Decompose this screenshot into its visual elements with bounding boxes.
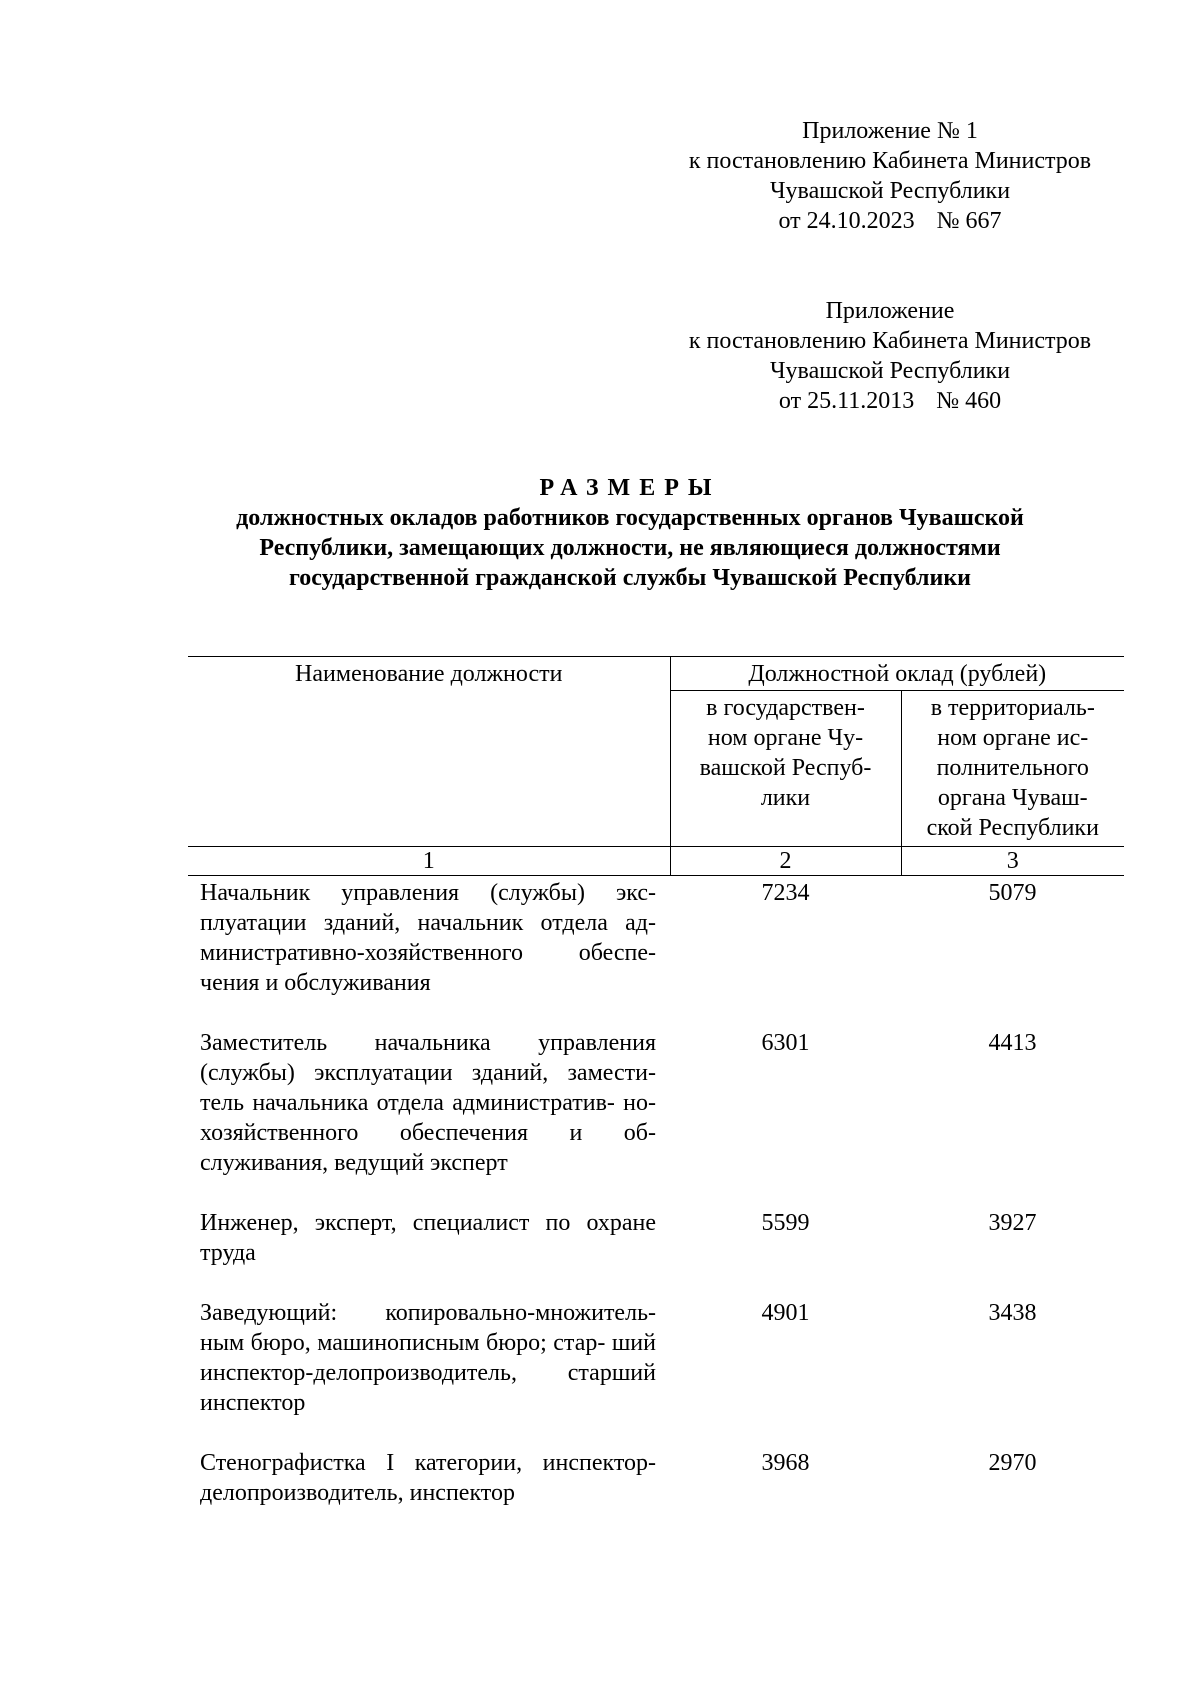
header-territorial-body bbox=[901, 691, 1124, 847]
appendix-current-number: № 667 bbox=[936, 208, 1002, 234]
appendix-current-label: Приложение № 1 bbox=[802, 118, 978, 144]
header-line: полнительного bbox=[936, 755, 1089, 781]
appendix-current-republic: Чувашской Республики bbox=[769, 178, 1011, 204]
header-state-body bbox=[670, 691, 901, 847]
header-line: ном органе ис- bbox=[937, 725, 1089, 751]
subtitle-line: должностных окладов работников государственных органов Чувашской bbox=[236, 505, 1024, 531]
header-line: ской Республики bbox=[926, 815, 1099, 841]
salary-state-body: 4901 bbox=[761, 1300, 810, 1326]
column-number: 2 bbox=[670, 847, 901, 876]
appendix-original-resolution: к постановлению Кабинета Министров bbox=[688, 328, 1092, 354]
salary-state-body: 7234 bbox=[761, 880, 810, 906]
appendix-current-date-number bbox=[660, 206, 1120, 236]
appendix-original-republic: Чувашской Республики bbox=[769, 358, 1011, 384]
salary-table bbox=[188, 656, 1124, 1538]
header-line: лики bbox=[760, 785, 811, 811]
appendix-original bbox=[660, 296, 1120, 416]
appendix-current-resolution: к постановлению Кабинета Министров bbox=[688, 148, 1092, 174]
salary-state-body: 3968 bbox=[761, 1450, 810, 1476]
appendix-current bbox=[660, 116, 1120, 236]
column-number-row bbox=[188, 847, 1124, 876]
subtitle-line: государственной гражданской службы Чувашской Республики bbox=[288, 565, 972, 591]
salary-table-wrapper bbox=[188, 656, 1124, 1538]
table-row bbox=[188, 1448, 1124, 1538]
appendix-original-date: от 25.11.2013 bbox=[778, 388, 915, 414]
header-salary: Должностной оклад (рублей) bbox=[670, 657, 1124, 691]
salary-state-body: 5599 bbox=[761, 1210, 810, 1236]
header-line: в территориаль- bbox=[930, 695, 1095, 721]
document-title: РАЗМЕРЫ bbox=[539, 475, 721, 501]
appendix-current-date: от 24.10.2023 bbox=[778, 208, 915, 234]
document-subtitle bbox=[160, 503, 1100, 593]
column-number: 3 bbox=[901, 847, 1124, 876]
table-row bbox=[188, 1298, 1124, 1448]
table-row bbox=[188, 876, 1124, 1029]
title-block bbox=[160, 473, 1100, 593]
column-number: 1 bbox=[188, 847, 670, 876]
salary-territorial-body: 5079 bbox=[988, 880, 1037, 906]
header-line: в государствен- bbox=[706, 695, 865, 721]
appendix-original-label: Приложение bbox=[825, 298, 955, 324]
salary-territorial-body: 2970 bbox=[988, 1450, 1037, 1476]
position-name: Инженер, эксперт, специалист по охране труда bbox=[200, 1210, 656, 1266]
salary-territorial-body: 3438 bbox=[988, 1300, 1037, 1326]
appendix-original-date-number bbox=[660, 386, 1120, 416]
table-row bbox=[188, 1028, 1124, 1208]
header-position-name: Наименование должности bbox=[188, 657, 670, 847]
position-name: Заведующий: копировально-множитель- ным бюро, машинописным бюро; стар- ший инспектор-делопроизводитель, старший инспектор bbox=[200, 1300, 656, 1416]
table-row bbox=[188, 1208, 1124, 1298]
header-line: органа Чуваш- bbox=[937, 785, 1088, 811]
header-line: ном органе Чу- bbox=[707, 725, 864, 751]
position-name: Начальник управления (службы) экс- плуатации зданий, начальник отдела ад- министративно-хозяйственного обеспе- чения и обслуживания bbox=[200, 880, 656, 996]
position-name: Заместитель начальника управления (службы) эксплуатации зданий, замести- тель начальника отдела административ- но-хозяйственного обеспечения и об- служивания, ведущий эксперт bbox=[200, 1030, 656, 1176]
salary-territorial-body: 3927 bbox=[988, 1210, 1037, 1236]
salary-territorial-body: 4413 bbox=[988, 1030, 1037, 1056]
subtitle-line: Республики, замещающих должности, не являющиеся должностями bbox=[259, 535, 1001, 561]
salary-state-body: 6301 bbox=[761, 1030, 810, 1056]
position-name: Стенографистка I категории, инспектор- делопроизводитель, инспектор bbox=[200, 1450, 656, 1506]
header-line: вашской Респуб- bbox=[699, 755, 872, 781]
appendix-original-number: № 460 bbox=[936, 388, 1002, 414]
